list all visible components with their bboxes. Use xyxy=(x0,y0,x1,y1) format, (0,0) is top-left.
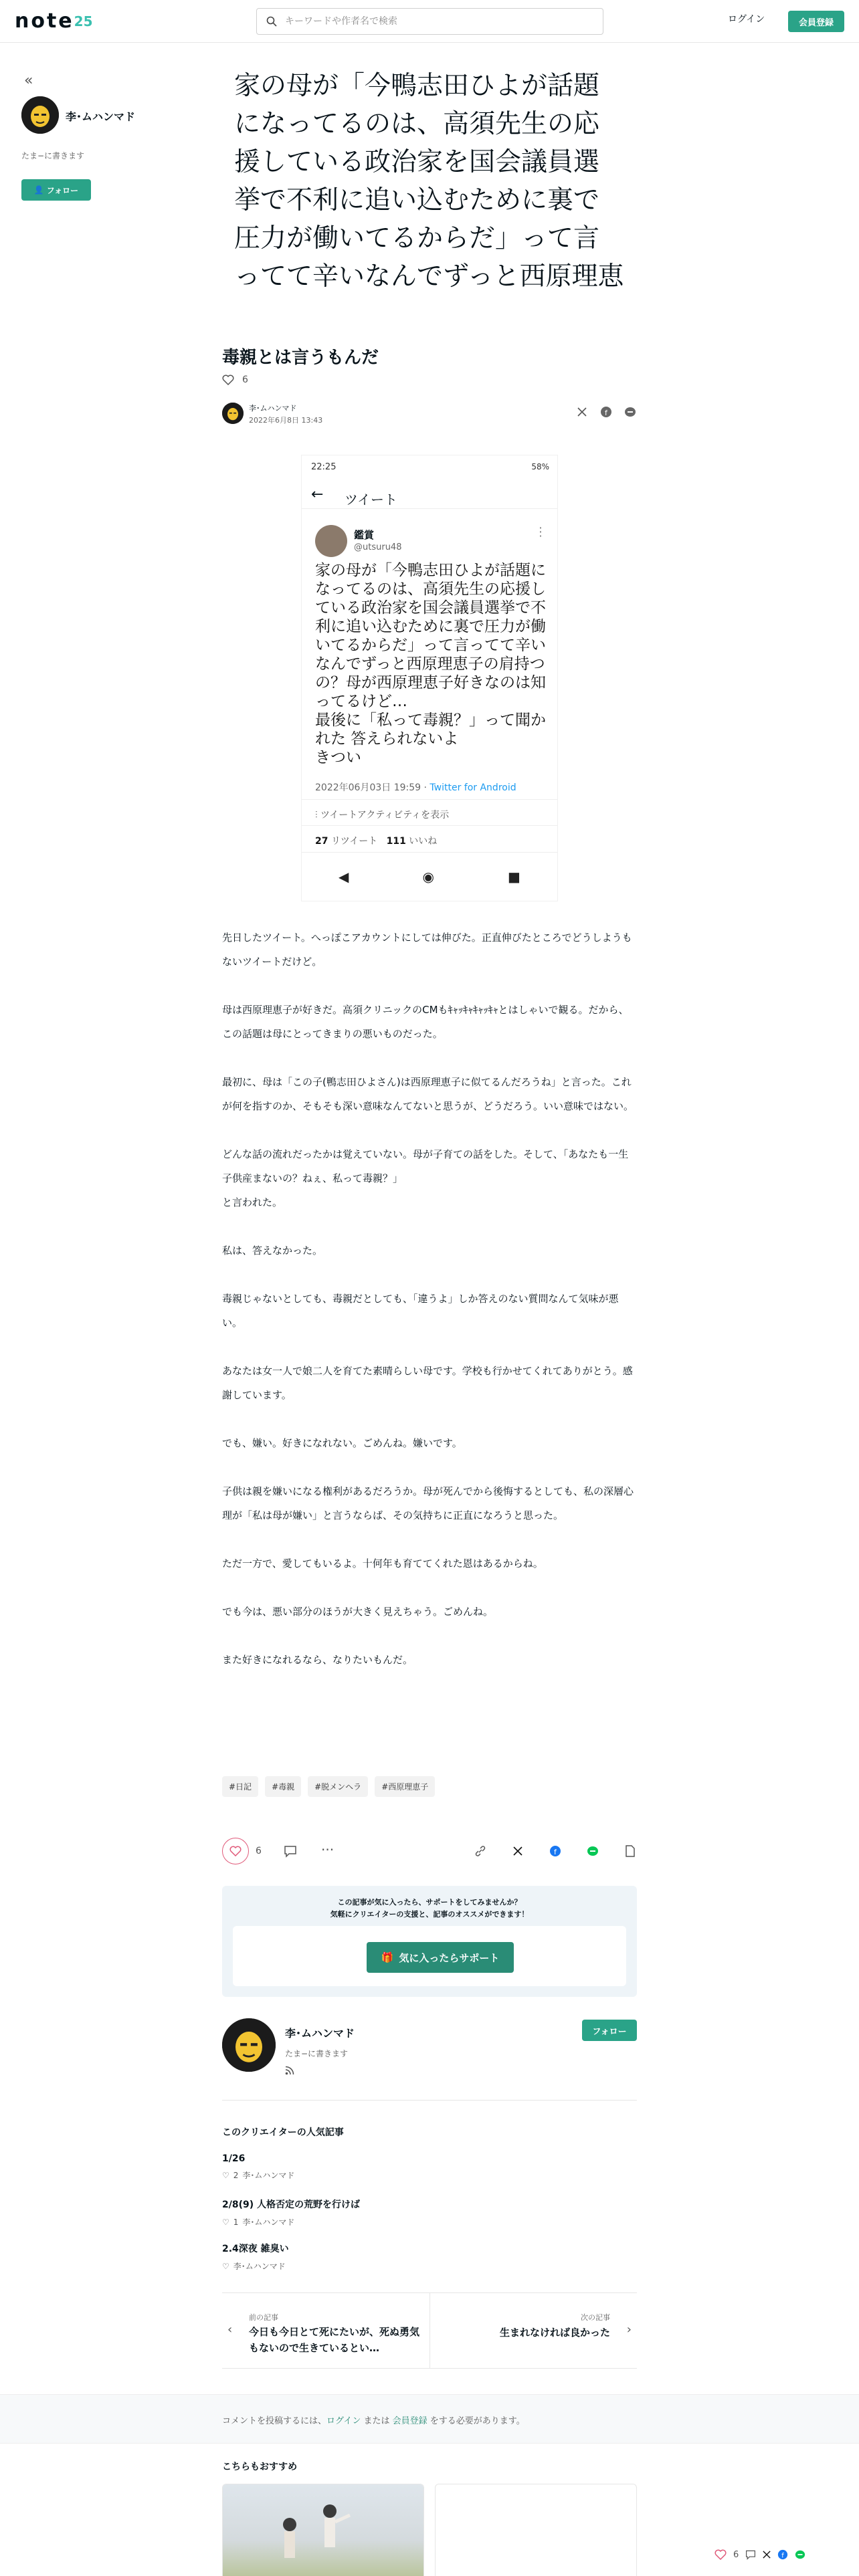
sidebar-author-bio: たま−に書きます xyxy=(21,151,85,160)
recommend-card[interactable] xyxy=(435,2484,637,2576)
phone-status-bar xyxy=(302,455,557,475)
battery-level: 58% xyxy=(531,462,549,471)
top-header xyxy=(0,0,859,43)
floating-like-count: 6 xyxy=(733,2549,739,2560)
tweet-timestamp xyxy=(315,780,516,794)
recommend-title: こちらもおすすめ xyxy=(222,2462,298,2472)
svg-text:f: f xyxy=(781,2552,784,2560)
author-avatar[interactable] xyxy=(21,96,59,134)
tweet-source: Twitter for Android xyxy=(430,782,516,793)
avatar-illustration xyxy=(222,2018,276,2072)
popular-item-title: 2/8(9) 人格否定の荒野を行けば xyxy=(222,2199,361,2210)
embed-icon[interactable] xyxy=(624,1844,637,1858)
tweet-user-name: 鑑賞 xyxy=(354,529,375,541)
comment-icon[interactable] xyxy=(745,2549,756,2560)
svg-text:f: f xyxy=(554,1848,557,1856)
support-line2: 気軽にクリエイターの支援と、記事のオススメができます！ xyxy=(330,1910,529,1919)
popular-item[interactable] xyxy=(222,2242,637,2272)
popular-item[interactable] xyxy=(222,2153,637,2181)
comment-notice xyxy=(0,2394,859,2444)
popular-title: このクリエイターの人気記事 xyxy=(222,2127,344,2138)
note-logo[interactable] xyxy=(15,9,93,33)
tweet-like-count: 111 xyxy=(386,836,406,847)
tweet-screenshot xyxy=(301,455,558,901)
search-input[interactable] xyxy=(285,16,593,27)
share-buttons-top xyxy=(575,405,637,419)
paragraph: 子供は親を嫌いになる権利があるだろうか。母が死んでから後悔するとしても、私の深層心理が「私は母が嫌い」と言うならば、その気持ちに正直になろうと思った。 xyxy=(222,1485,634,1521)
retweet-label: リツイート xyxy=(330,836,378,847)
prev-next-nav xyxy=(222,2292,637,2369)
hero-text-image: 家の母が「今鴨志田ひよが話題になってるのは、高須先生の応援している政治家を国会議員選挙で不利に追い込むために裏で圧力が働いてるからだ」って言ってて辛いなんでずっと西原理恵 xyxy=(234,71,624,292)
follow-label: フォロー xyxy=(46,185,79,195)
paragraph: あなたは女一人で娘二人を育てた素晴らしい母です。学校も行かせてくれてありがとう。感謝しています。 xyxy=(222,1365,633,1401)
tweet-like-label: いいね xyxy=(409,836,438,847)
search-icon xyxy=(266,16,277,27)
collapse-sidebar-icon[interactable]: « xyxy=(24,72,33,89)
tag-diary[interactable]: #日記 xyxy=(222,1776,258,1797)
facebook-share-icon[interactable] xyxy=(549,1844,562,1858)
nav-home-icon: ◉ xyxy=(422,869,434,885)
article-body xyxy=(222,926,637,1696)
tweet-activity-row xyxy=(302,799,557,826)
tweet-user-handle: @utsuru48 xyxy=(354,542,402,552)
article-author-row xyxy=(222,401,637,428)
sidebar-author-name[interactable]: 李･ムハンマド xyxy=(66,110,136,123)
next-label: 次の記事 xyxy=(581,2313,610,2322)
line-share-icon[interactable] xyxy=(586,1844,599,1858)
signup-button[interactable]: 会員登録 xyxy=(788,11,844,32)
support-button[interactable] xyxy=(367,1942,514,1973)
paragraph: ただ一方で、愛してもいるよ。十何年も育ててくれた恩はあるからね。 xyxy=(222,1558,543,1570)
tweet-text: 家の母が「今鴨志田ひよが話題になってるのは、高須先生の応援している政治家を国会議員選挙で不利に追い込むために裏で圧力が働いてるからだ」って言ってて辛いなんでずっと西原理恵子の肩持つの？母が西原理恵子好きなのは知ってるけど… 最後に「私って毒親？」って聞かれた 答えられないよ きつい xyxy=(315,562,546,766)
chevron-left-icon: ‹ xyxy=(227,2323,233,2337)
support-inner xyxy=(233,1926,626,1986)
support-button-label: 気に入ったらサポート xyxy=(399,1951,500,1964)
paragraph: 私は、答えなかった。 xyxy=(222,1245,323,1257)
divider xyxy=(222,2100,637,2101)
author-card-follow-button[interactable]: フォロー xyxy=(582,2020,637,2041)
chevron-right-icon: › xyxy=(626,2323,632,2337)
author-card-bio: たま−に書きます xyxy=(285,2049,349,2058)
facebook-share-icon[interactable] xyxy=(599,405,613,419)
next-title: 生まれなければ良かった xyxy=(499,2327,610,2339)
floating-action-bar xyxy=(708,2541,848,2568)
heart-icon: ♡ xyxy=(222,2170,229,2180)
heart-icon: ♡ xyxy=(222,2217,229,2227)
copy-link-icon[interactable] xyxy=(474,1844,487,1858)
heart-icon[interactable] xyxy=(714,2549,727,2560)
paragraph: 先日したツイート。へっぽこアカウントにしては伸びた。正直伸びたところでどうしようもないツイートだけど。 xyxy=(222,932,632,968)
tag-saibara[interactable]: #西原理恵子 xyxy=(375,1776,435,1797)
line-share-icon[interactable] xyxy=(624,405,637,419)
heart-icon: ♡ xyxy=(222,2261,229,2271)
comment-icon[interactable] xyxy=(284,1844,297,1860)
like-count: 6 xyxy=(242,374,248,385)
svg-text:f: f xyxy=(605,409,607,417)
prev-label: 前の記事 xyxy=(249,2313,278,2322)
article-author-name[interactable]: 李･ムハンマド xyxy=(249,404,297,413)
gift-icon: 🎁 xyxy=(381,1951,394,1963)
rss-icon[interactable] xyxy=(285,2065,294,2078)
paragraph: でも今は、悪い部分のほうが大きく見えちゃう。ごめんね。 xyxy=(222,1606,494,1618)
recommend-card[interactable] xyxy=(222,2484,424,2576)
popular-item-likes: 2 xyxy=(233,2170,239,2180)
nav-back-icon: ◀ xyxy=(339,869,349,885)
login-button[interactable]: ログイン xyxy=(728,14,765,25)
line-share-icon[interactable] xyxy=(795,2549,805,2560)
android-nav-bar xyxy=(302,863,557,890)
children-photo xyxy=(223,2484,424,2576)
comment-notice-text: をする必要があります。 xyxy=(427,2416,525,2426)
comment-login-link[interactable]: ログイン xyxy=(326,2416,361,2426)
paragraph: でも、嫌い。好きになれない。ごめんね。嫌いです。 xyxy=(222,1437,462,1449)
article-date: 2022年6月8日 13:43 xyxy=(249,416,323,425)
comment-notice-text: コメントを投稿するには、 xyxy=(222,2416,327,2426)
tweet-counts xyxy=(302,826,557,853)
tag-menhera[interactable]: #脱メンヘラ xyxy=(308,1776,368,1797)
tweet-user-avatar xyxy=(315,525,347,557)
prev-title: 今日も今日とて死にたいが、死ぬ勇気もないので生きているとい… xyxy=(249,2326,420,2354)
tweet-nav-title: ツイート xyxy=(345,492,397,508)
x-share-icon[interactable] xyxy=(763,2551,771,2559)
popular-item-author: 李･ムハンマド xyxy=(233,2262,286,2271)
author-card-avatar[interactable] xyxy=(222,2018,276,2072)
top-like-counter[interactable] xyxy=(222,374,248,385)
paragraph: 毒親じゃないとしても、毒親だとしても、「違うよ」しか答えのない質問なんて気味が悪い。 xyxy=(222,1293,619,1329)
logo-text: note xyxy=(15,9,74,33)
tweet-more-icon: ⋮ xyxy=(535,525,547,539)
popular-item-title: 2.4深夜 雑臭い xyxy=(222,2244,289,2254)
more-icon[interactable]: ··· xyxy=(321,1842,335,1858)
heart-icon xyxy=(222,374,234,385)
small-author-avatar[interactable] xyxy=(222,403,244,424)
support-box xyxy=(222,1886,637,1997)
facebook-share-icon[interactable] xyxy=(777,2549,788,2560)
popular-item-title: 1/26 xyxy=(222,2153,246,2164)
status-time: 22:25 xyxy=(311,462,337,472)
x-share-icon[interactable] xyxy=(575,405,589,419)
avatar-illustration xyxy=(21,96,59,134)
avatar-illustration xyxy=(222,403,244,424)
author-card-name[interactable]: 李･ムハンマド xyxy=(285,2027,355,2040)
tweet-nav-bar xyxy=(302,482,557,509)
paragraph: 最初に、母は「この子(鴨志田ひよさん)は西原理恵子に似てるんだろうね」と言った。これが何を指すのか、そもそも深い意味なんてないと思うが、どうだろう。いい意味ではない。 xyxy=(222,1076,634,1112)
paragraph: また好きになれるなら、なりたいもんだ。 xyxy=(222,1654,413,1666)
tag-toxic-parent[interactable]: #毒親 xyxy=(265,1776,301,1797)
heart-icon xyxy=(229,1846,242,1856)
comment-notice-text: または xyxy=(361,2416,393,2426)
back-arrow-icon: ← xyxy=(311,486,324,503)
person-add-icon: 👤 xyxy=(33,185,44,195)
article-action-bar xyxy=(222,1838,637,1867)
comment-signup-link[interactable]: 会員登録 xyxy=(392,2416,427,2426)
next-article-link[interactable] xyxy=(430,2293,637,2368)
article-title: 毒親とは言うもんだ xyxy=(222,348,379,368)
popular-item-likes: 1 xyxy=(233,2217,239,2227)
sidebar-follow-button[interactable] xyxy=(21,179,91,201)
recommend-thumbnail xyxy=(223,2484,423,2576)
nav-recent-icon: ■ xyxy=(508,869,520,885)
retweet-count: 27 xyxy=(315,836,328,847)
paragraph: 母は西原理恵子が好きだ。高須クリニックのCMもｷｬｯｷｬｷｬｯｷｬとはしゃいで観る。だから、この話題は母にとってきまりの悪いものだった。 xyxy=(222,1004,629,1040)
popular-item-author: 李･ムハンマド xyxy=(242,2171,295,2180)
x-share-icon[interactable] xyxy=(511,1844,524,1858)
search-box[interactable] xyxy=(256,8,603,35)
share-buttons-bottom xyxy=(474,1844,637,1858)
chart-icon: ⫶ xyxy=(315,810,320,821)
like-button[interactable] xyxy=(222,1838,249,1864)
prev-article-link[interactable] xyxy=(222,2293,430,2368)
tweet-time: 2022年06月03日 19:59 · xyxy=(315,782,430,793)
logo-year: 25 xyxy=(74,13,93,29)
tweet-activity-label: ツイートアクティビティを表示 xyxy=(320,810,450,821)
tag-list xyxy=(222,1776,435,1797)
like-count: 6 xyxy=(256,1846,262,1856)
paragraph: どんな話の流れだったかは覚えていない。母が子育ての話をした。そして、「あなたも一生子供産まないの？ねぇ、私って毒親？」 と言われた。 xyxy=(222,1148,629,1208)
popular-item[interactable] xyxy=(222,2197,637,2228)
popular-item-author: 李･ムハンマド xyxy=(242,2218,295,2227)
support-line1: この記事が気に入ったら、サポートをしてみませんか？ xyxy=(337,1898,522,1907)
